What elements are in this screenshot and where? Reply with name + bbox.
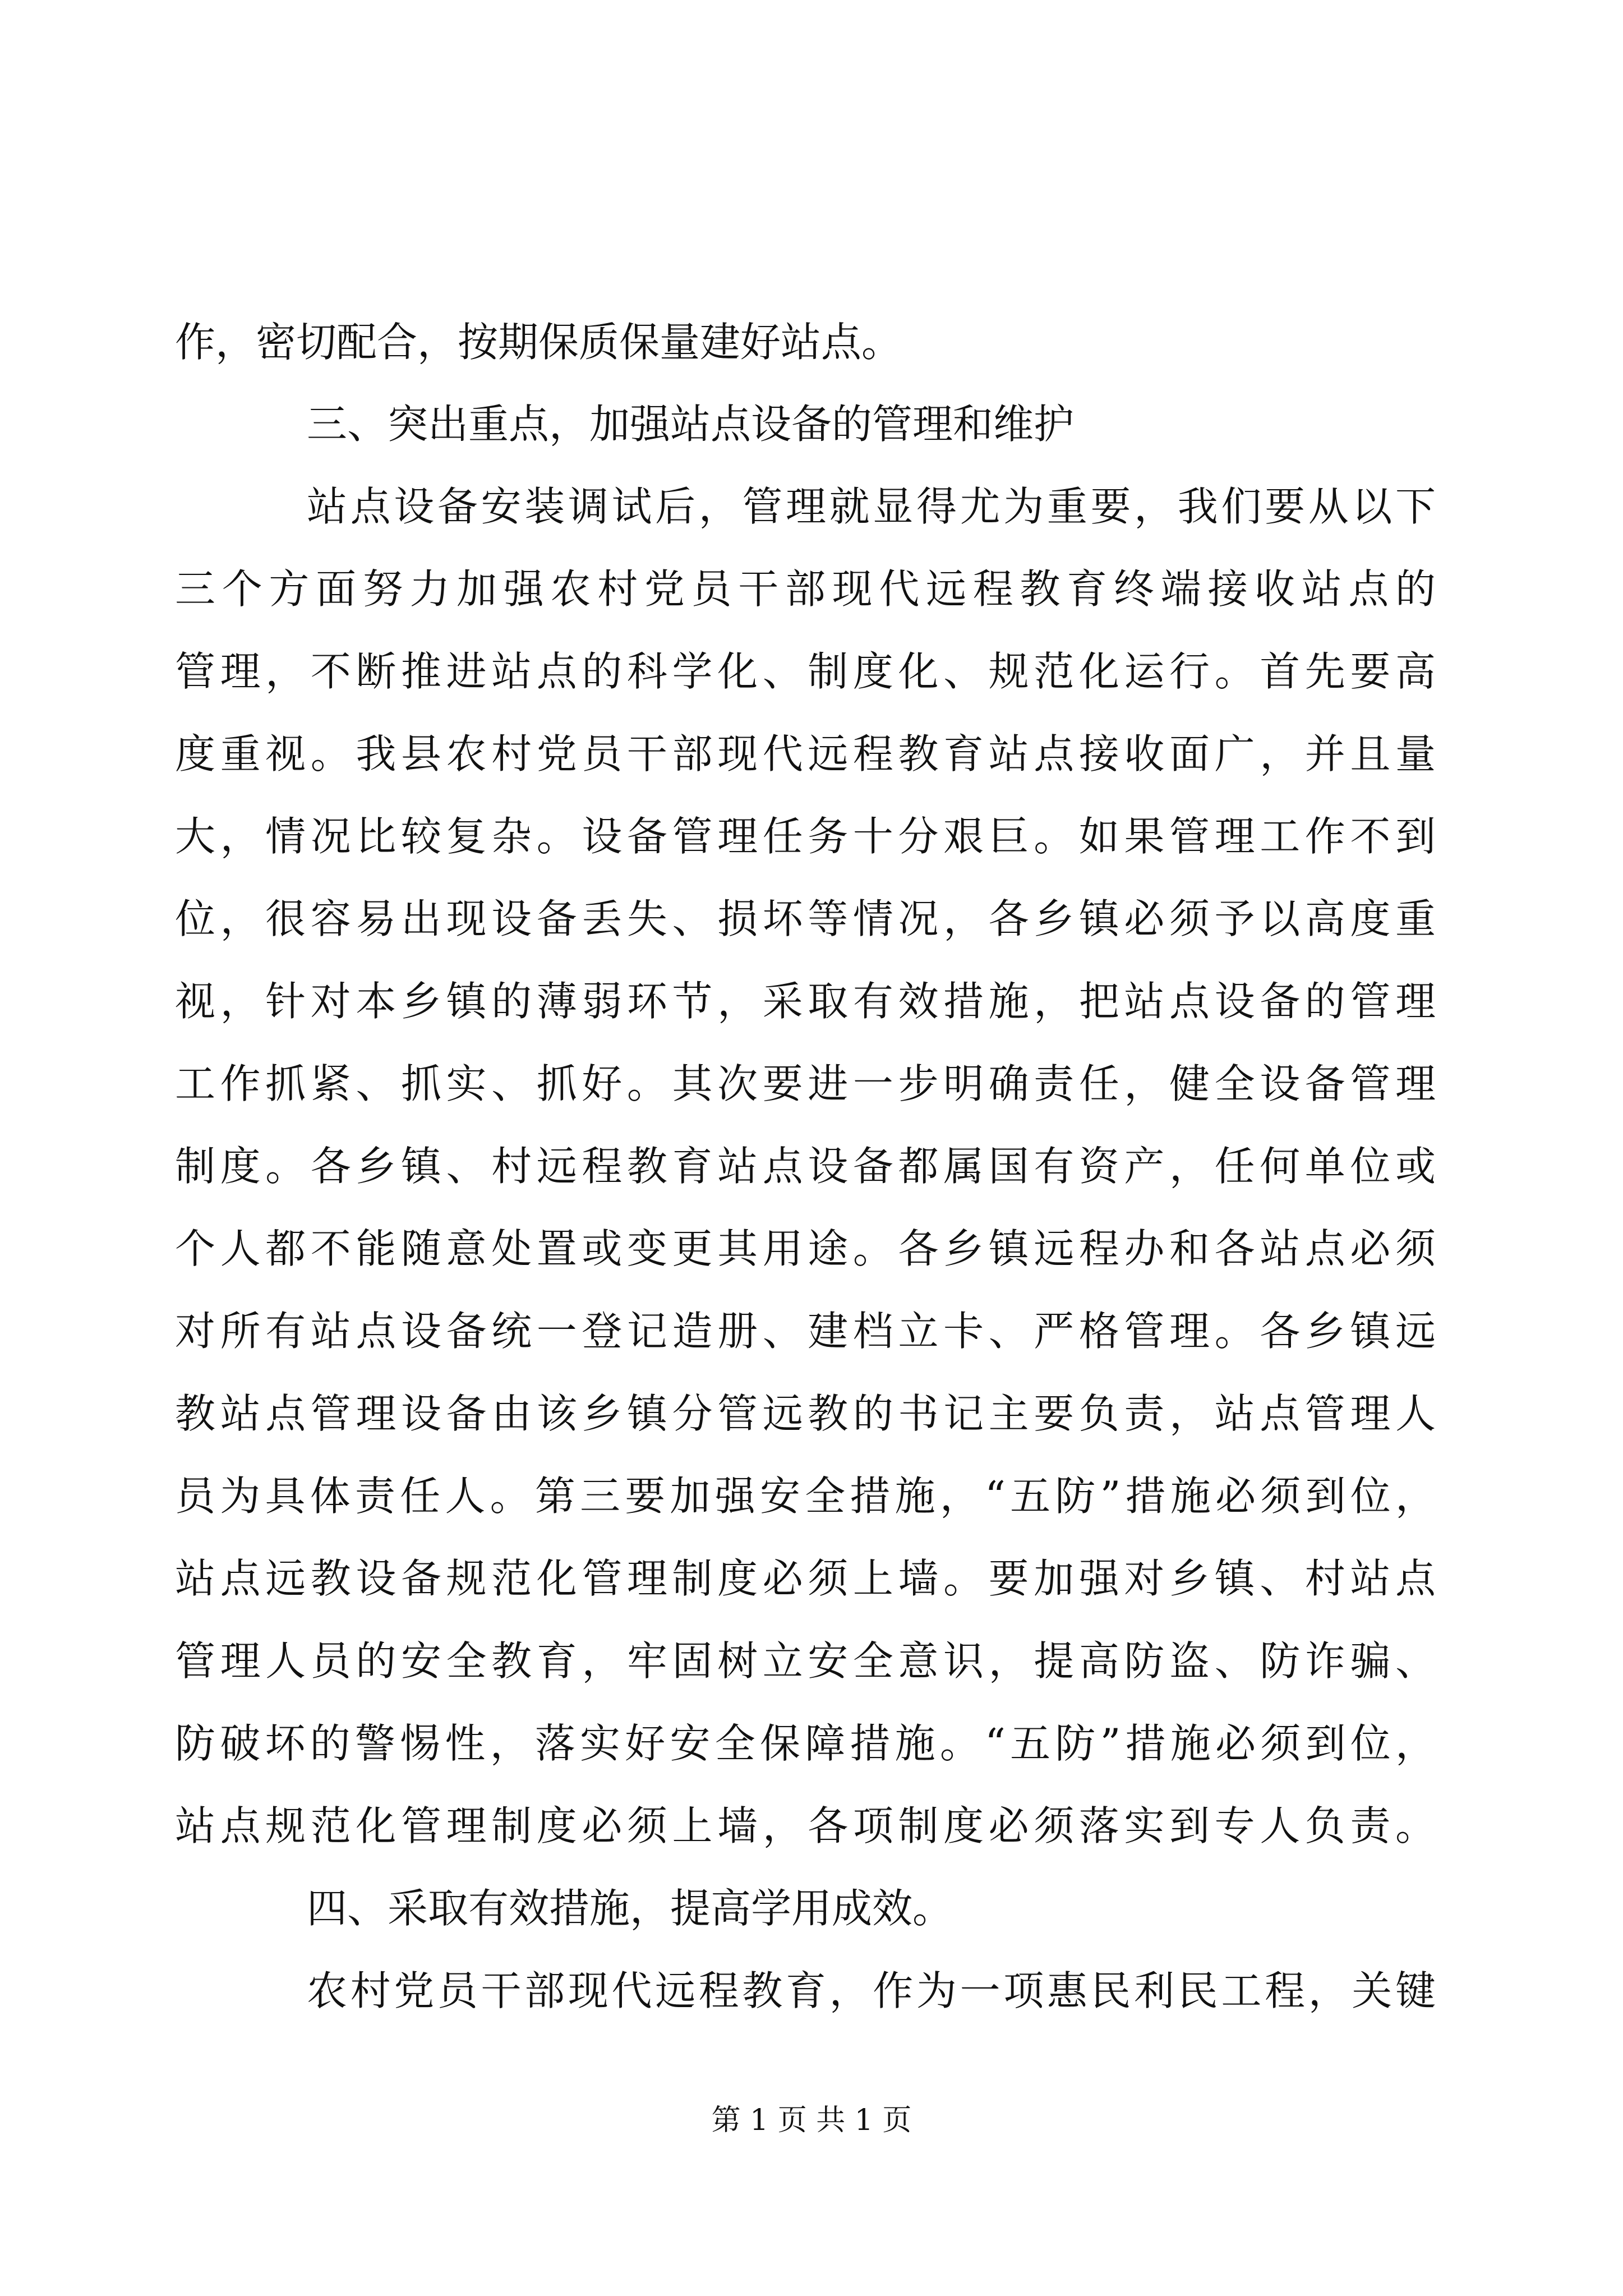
section-heading: 四、采取有效措施，提高学用成效。 xyxy=(307,1885,953,1932)
text-line: 管理人员的安全教育，牢固树立安全意识，提高防盗、防诈骗、 xyxy=(175,1637,1436,1685)
text-line: 站点规范化管理制度必须上墙，各项制度必须落实到专人负责。 xyxy=(175,1802,1436,1849)
text-line: 制度。各乡镇、村远程教育站点设备都属国有资产，任何单位或 xyxy=(175,1143,1436,1190)
text-line: 站点远教设备规范化管理制度必须上墙。要加强对乡镇、村站点 xyxy=(175,1555,1436,1602)
text-line: 对所有站点设备统一登记造册、建档立卡、严格管理。各乡镇远 xyxy=(175,1308,1436,1355)
text-line: 教站点管理设备由该乡镇分管远教的书记主要负责，站点管理人 xyxy=(175,1390,1436,1437)
text-line: 度重视。我县农村党员干部现代远程教育站点接收面广，并且量 xyxy=(175,730,1436,777)
text-line: 大，情况比较复杂。设备管理任务十分艰巨。如果管理工作不到 xyxy=(175,813,1436,860)
text-line: 员为具体责任人。第三要加强安全措施，“五防”措施必须到位， xyxy=(175,1473,1436,1520)
text-line: 防破坏的警惕性，落实好安全保障措施。“五防”措施必须到位， xyxy=(175,1720,1436,1767)
section-heading: 三、突出重点，加强站点设备的管理和维护 xyxy=(307,401,1075,448)
text-line: 农村党员干部现代远程教育，作为一项惠民利民工程，关键 xyxy=(307,1967,1436,2014)
page-number-footer: 第 1 页 共 1 页 xyxy=(711,2104,912,2137)
text-line: 视，针对本乡镇的薄弱环节，采取有效措施，把站点设备的管理 xyxy=(175,978,1436,1025)
text-line: 管理，不断推进站点的科学化、制度化、规范化运行。首先要高 xyxy=(175,648,1436,695)
text-line: 三个方面努力加强农村党员干部现代远程教育终端接收站点的 xyxy=(175,565,1436,613)
text-line: 个人都不能随意处置或变更其用途。各乡镇远程办和各站点必须 xyxy=(175,1225,1436,1272)
text-line: 工作抓紧、抓实、抓好。其次要进一步明确责任，健全设备管理 xyxy=(175,1060,1436,1107)
text-line: 位，很容易出现设备丢失、损坏等情况，各乡镇必须予以高度重 xyxy=(175,895,1436,942)
text-line: 作，密切配合，按期保质保量建好站点。 xyxy=(175,319,902,366)
text-line: 站点设备安装调试后，管理就显得尤为重要，我们要从以下 xyxy=(307,483,1436,530)
